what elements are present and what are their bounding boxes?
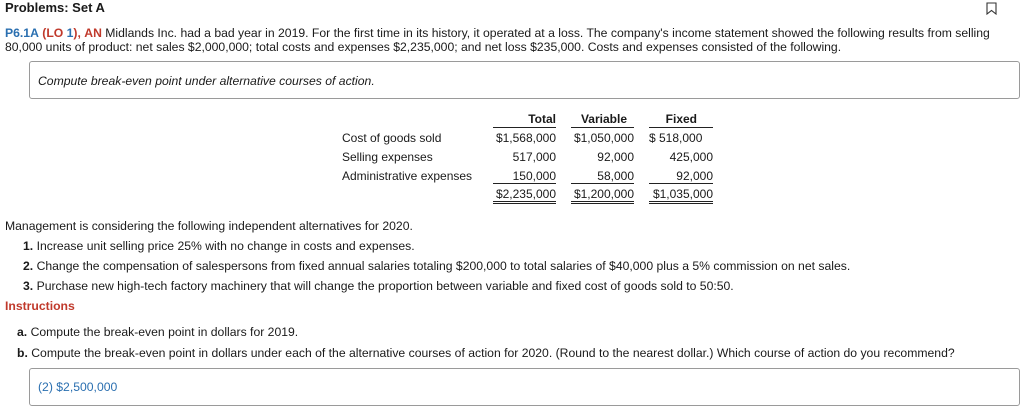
row-fixed: 425,000 — [669, 150, 713, 164]
sum-line-total — [493, 183, 556, 184]
double-underline-variable — [571, 201, 634, 204]
instruction-item — [17, 325, 298, 339]
total-fixed: $1,035,000 — [652, 187, 713, 201]
problem-id: P6.1A — [5, 26, 39, 40]
alternative-number: 3. — [23, 279, 34, 293]
row-fixed: $ 518,000 — [649, 131, 703, 145]
lo-close: ), — [73, 26, 81, 40]
management-intro: Management is considering the following independent alternatives for 2020. — [5, 219, 413, 233]
row-label: Selling expenses — [342, 150, 433, 164]
alternative-item — [23, 279, 734, 293]
double-underline-total — [493, 201, 556, 204]
alternative-text: Purchase new high-tech factory machinery that will change the proportion between variable and fixed cost of goods sold to 50:50. — [36, 279, 734, 293]
row-label: Cost of goods sold — [342, 131, 442, 145]
answer-box[interactable] — [29, 368, 1020, 406]
row-variable: 92,000 — [597, 150, 634, 164]
lo-number[interactable]: 1 — [66, 26, 74, 40]
row-total: 150,000 — [512, 169, 556, 183]
row-label: Administrative expenses — [342, 169, 473, 183]
alternative-text: Increase unit selling price 25% with no change in costs and expenses. — [36, 239, 415, 253]
instruction-item — [17, 346, 955, 360]
alternative-item — [23, 239, 415, 253]
header-underline-fixed — [649, 127, 713, 128]
total-total: $2,235,000 — [495, 187, 556, 201]
row-variable: 58,000 — [597, 169, 634, 183]
header-underline-total — [493, 127, 556, 128]
sum-line-variable — [571, 183, 634, 184]
header-variable: Variable — [580, 112, 627, 126]
row-variable: $1,050,000 — [573, 131, 634, 145]
instruction-letter: a. — [17, 325, 28, 339]
instructions-label: Instructions — [5, 299, 75, 313]
alternative-text: Change the compensation of salespersons from fixed annual salaries totaling $200,000 to total salaries of $40,000 plus a 5% commission on net sales. — [36, 259, 851, 273]
alternative-number: 2. — [23, 259, 34, 273]
row-fixed: 92,000 — [676, 169, 713, 183]
instruction-text: Compute the break-even point in dollars for 2019. — [30, 325, 299, 339]
double-underline-fixed — [649, 201, 713, 204]
lo-open: (LO — [42, 26, 67, 40]
header-underline-variable — [571, 127, 634, 128]
alternative-number: 1. — [23, 239, 34, 253]
row-total: 517,000 — [512, 150, 556, 164]
instruction-text: Compute the break-even point in dollars under each of the alternative courses of action for 2020. (Round to the nearest dollar.) Which course of action do you recommend? — [31, 346, 955, 360]
alternative-item — [23, 259, 850, 273]
problem-body: Midlands Inc. had a bad year in 2019. For the first time in its history, it operated at a loss. The company's income statement showed the following results from selling 80,000 units of product: net sales $2,000,000; total costs and expenses $2,235,000; and net loss $235,000. Costs and expenses consisted of the following. — [5, 26, 990, 54]
an-tag: AN — [84, 26, 102, 40]
task-text: Compute break-even point under alternative courses of action. — [38, 74, 375, 88]
header-total: Total — [528, 112, 556, 126]
instruction-letter: b. — [17, 346, 28, 360]
answer-text: (2) $2,500,000 — [38, 380, 118, 394]
row-total: $1,568,000 — [495, 131, 556, 145]
page-title: Problems: Set A — [5, 0, 105, 15]
header-fixed: Fixed — [665, 112, 697, 126]
total-variable: $1,200,000 — [573, 187, 634, 201]
sum-line-fixed — [649, 183, 713, 184]
